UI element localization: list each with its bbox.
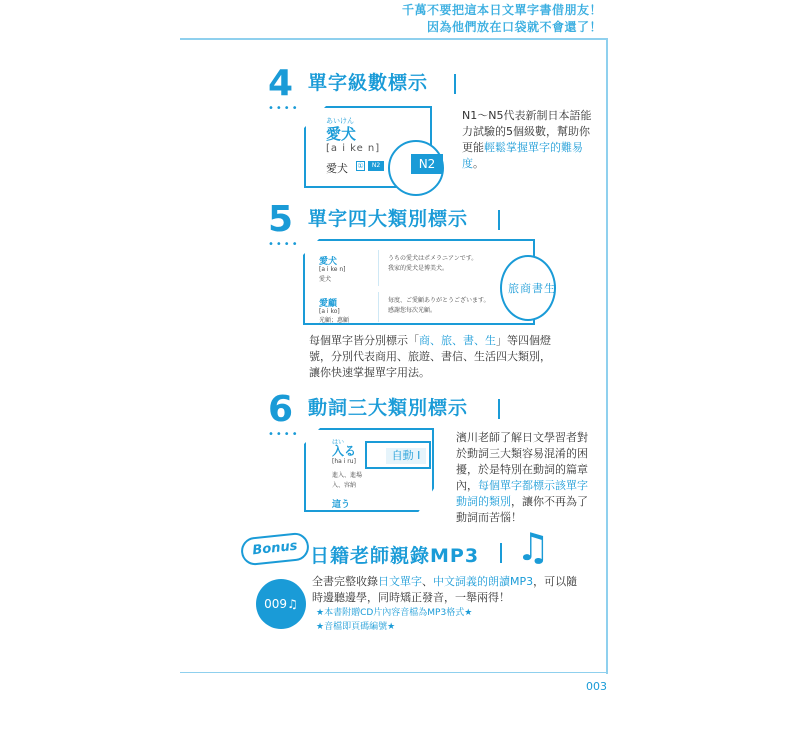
section-5-desc-end: 」等四個燈號，分別代表商用、旅遊、書信、生活四大類別，讓你快速掌握單字用法。	[309, 334, 551, 379]
section-4-romaji: [a i ke n]	[326, 143, 381, 154]
frame-bottom-border	[180, 672, 608, 673]
section-5-example-1-translation: 我家的愛犬是博美犬。	[388, 265, 449, 272]
section-6-desc-end: ，讓你不再為了動詞而苦惱！	[456, 495, 588, 524]
section-5-example-1: うちの愛犬はポメラニアンです。	[388, 255, 478, 262]
section-6-description	[456, 430, 596, 526]
section-4-number-tag: ①	[357, 162, 364, 170]
section-6-dots: ••••	[268, 429, 300, 440]
section-6-word-2: 這う	[332, 500, 351, 510]
section-5-word-2: 愛顧	[319, 299, 338, 309]
page-number: 003	[586, 680, 607, 693]
section-4-level-badge: N2	[411, 154, 443, 174]
audio-track-note-icon: ♫	[287, 597, 298, 611]
audio-track-number: 009	[264, 597, 288, 611]
section-4-desc-highlight: 輕鬆掌握單字的難易度	[462, 141, 583, 170]
section-5-divider-1	[378, 250, 379, 286]
section-5-dots: ••••	[268, 239, 300, 250]
header-slogan	[402, 2, 602, 36]
section-5-number: 5	[268, 199, 294, 240]
section-4-word: 愛犬	[326, 125, 357, 143]
section-4-number: 4	[268, 63, 294, 104]
section-4-meaning: 愛犬	[326, 162, 348, 175]
section-4-title-bar	[454, 74, 456, 94]
section-4-desc-end: 。	[473, 157, 484, 170]
section-5-desc-text: 每個單字皆分別標示「	[309, 334, 419, 347]
section-4-description	[462, 108, 592, 172]
section-4-title: 單字級數標示	[308, 72, 429, 94]
frame-right-border	[606, 38, 608, 674]
bonus-footnote-2: ★音檔即頁碼編號★	[316, 622, 396, 632]
section-5-romaji-2: [a i ko]	[319, 308, 340, 315]
section-5-description	[309, 333, 559, 381]
header-line-1: 千萬不要把這本日文單字書借朋友！	[401, 3, 602, 17]
section-5-example-2: 毎度、ご愛顧ありがとうございます。	[388, 297, 490, 304]
section-6-verb-type-chip: 自動 I	[386, 448, 426, 464]
section-4-dots: ••••	[268, 103, 300, 114]
section-5-word-1: 愛犬	[319, 257, 338, 267]
bonus-desc-text-1: 全書完整收錄	[312, 575, 378, 588]
section-6-number: 6	[268, 389, 294, 430]
section-5-title-bar	[498, 210, 500, 230]
bonus-description	[312, 574, 582, 606]
section-4-desc-text: N1～N5代表新制日本語能力試驗的5個級數，幫助你更能	[462, 109, 592, 154]
section-5-example-2-translation: 感謝您每次光顧。	[388, 307, 437, 314]
section-5-meaning-2: 光顧；惠顧	[319, 317, 350, 324]
section-6-desc-text: 濱川老師了解日文學習者對於動詞三大類容易混淆的困擾，於是特別在動詞的篇章內，	[456, 431, 588, 492]
bonus-footnote-1: ★本書附贈CD片內容音檔為MP3格式★	[316, 608, 473, 618]
section-6-meaning-2: 入、容納	[332, 482, 357, 489]
bonus-title-bar	[500, 543, 502, 563]
section-4-level-tag: N2	[368, 161, 384, 171]
section-5-romaji-1: [a i ke n]	[319, 266, 346, 273]
section-5-divider-2	[378, 292, 379, 322]
section-5-desc-highlight: 商、旅、書、生	[419, 334, 496, 347]
bonus-badge: Bonus	[240, 532, 311, 567]
section-6-title-bar	[498, 399, 500, 419]
section-5-meaning-1: 愛犬	[319, 276, 332, 283]
section-6-word: 入る	[332, 444, 357, 458]
section-5-title: 單字四大類別標示	[308, 208, 469, 230]
section-6-desc-highlight: 每個單字都標示該單字動詞的類別	[456, 479, 588, 508]
section-6-ruby: はい	[332, 439, 345, 446]
bonus-title: 日籍老師親錄MP3	[310, 545, 480, 567]
bonus-desc-highlight-2: 中文詞義的朗讀MP3	[433, 575, 534, 588]
music-note-icon: ♫	[516, 525, 551, 569]
section-4-ruby: あいけん	[326, 117, 354, 125]
audio-track-badge	[256, 579, 306, 629]
bonus-desc-highlight-1: 日文單字	[378, 575, 422, 588]
header-line-2: 因為他們放在口袋就不會還了！	[426, 20, 602, 34]
bonus-desc-text-3: ，可以隨時邊聽邊學，同時矯正發音，一舉兩得！	[312, 575, 578, 604]
section-6-romaji: [ha i ru]	[332, 458, 356, 465]
frame-top-border	[180, 38, 608, 40]
bonus-desc-text-2: 、	[422, 575, 433, 588]
section-5-category-icons: 旅商書生	[508, 282, 556, 295]
section-6-meaning-1: 進入、進場	[332, 472, 363, 479]
section-6-title: 動詞三大類別標示	[308, 397, 469, 419]
